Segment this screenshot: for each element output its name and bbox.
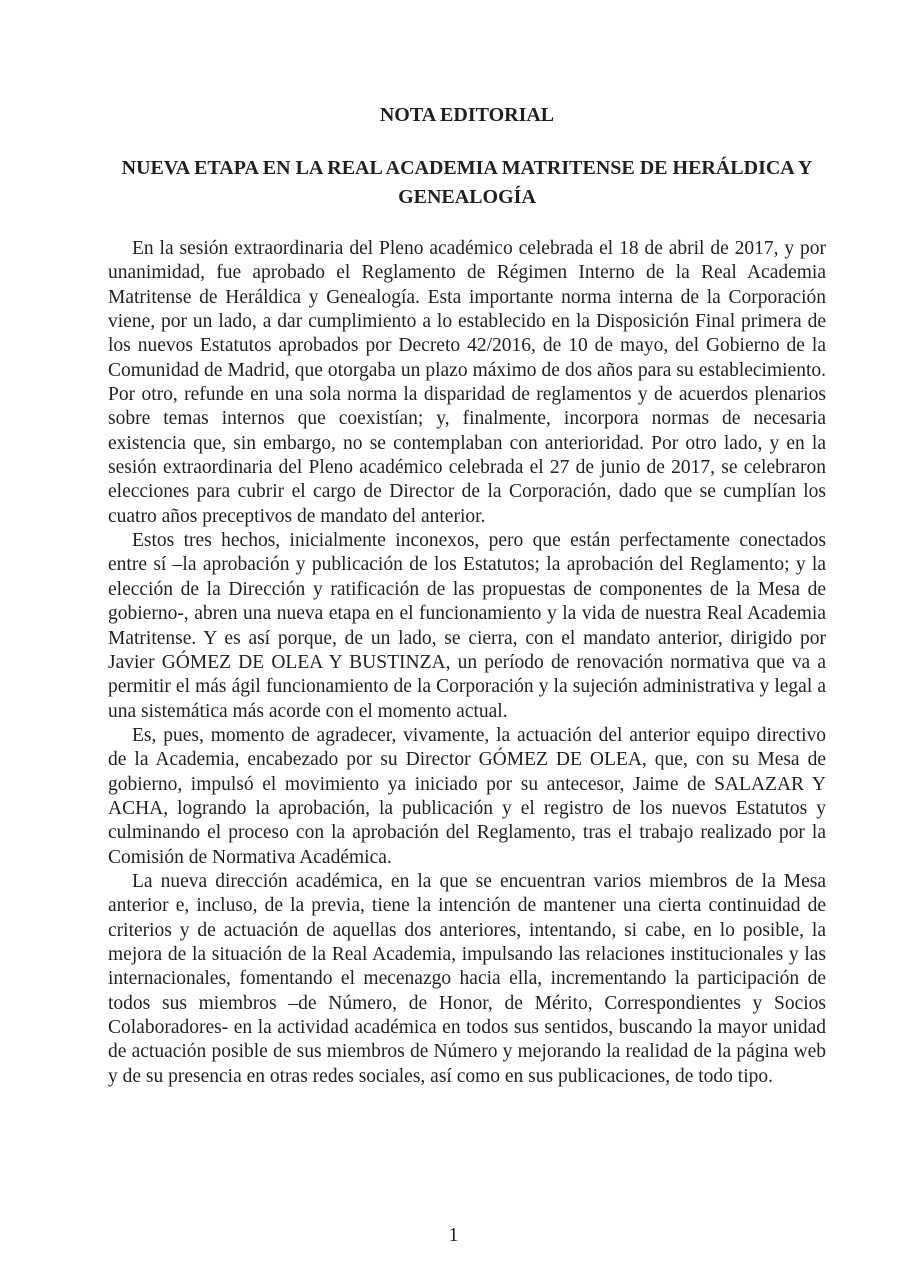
paragraph: Estos tres hechos, inicialmente inconexos, pero que están perfectamente conectados entre sí –la aprobación y publicación de los Estatutos; la aprobación del Reglamento; y la elección de la Dirección y ratificación de las propuestas de componentes de la Mesa de gobierno-, abren una nueva etapa en el funcionamiento y la vida de nuestra Real Academia Matritense. Y es así porque, de un lado, se cierra, con el mandato anterior, dirigido por Javier GÓMEZ DE OLEA Y BUSTINZA, un período de renovación normativa que va a permitir el más ágil funcionamiento de la Corporación y la sujeción administrativa y legal a una sistemática más acorde con el momento actual.: [108, 530, 826, 722]
paragraph: Es, pues, momento de agradecer, vivamente, la actuación del anterior equipo directivo de la Academia, encabezado por su Director GÓMEZ DE OLEA, que, con su Mesa de gobierno, impulsó el movimiento ya iniciado por su antecesor, Jaime de SALAZAR Y ACHA, logrando la aprobación, la publicación y el registro de los nuevos Estatutos y culminando el proceso con la aprobación del Reglamento, tras el trabajo realizado por la Comisión de Normativa Académica.: [108, 724, 826, 868]
editorial-label: NOTA EDITORIAL: [379, 104, 555, 126]
article-body: [108, 237, 826, 1089]
paragraph: La nueva dirección académica, en la que se encuentran varios miembros de la Mesa anterior e, incluso, de la previa, tiene la intención de mantener una cierta continuidad de criterios y de actuación de aquellas dos anteriores, intentando, si cabe, en lo posible, la mejora de la situación de la Real Academia, impulsando las relaciones institucionales y las internacionales, fomentando el mecenazgo hacia ella, incrementando la participación de todos sus miembros –de Número, de Honor, de Mérito, Correspondientes y Socios Colaboradores- en la actividad académica en todos sus sentidos, buscando la mayor unidad de actuación posible de sus miembros de Número y mejorando la realidad de la página web y de su presencia en otras redes sociales, así como en sus publicaciones, de todo tipo.: [108, 870, 826, 1087]
page-number: 1: [448, 1224, 459, 1246]
article-title: NUEVA ETAPA EN LA REAL ACADEMIA MATRITENSE DE HERÁLDICA Y GENEALOGÍA: [121, 157, 813, 208]
paragraph: En la sesión extraordinaria del Pleno académico celebrada el 18 de abril de 2017, y por unanimidad, fue aprobado el Reglamento de Régimen Interno de la Real Academia Matritense de Heráldica y Genealogía. Esta importante norma interna de la Corporación viene, por un lado, a dar cumplimiento a lo establecido en la Disposición Final primera de los nuevos Estatutos aprobados por Decreto 42/2016, de 10 de mayo, del Gobierno de la Comunidad de Madrid, que otorgaba un plazo máximo de dos años para su establecimiento. Por otro, refunde en una sola norma la disparidad de reglamentos y de acuerdos plenarios sobre temas internos que coexistían; y, finalmente, incorpora normas de necesaria existencia que, sin embargo, no se contemplaban con anterioridad. Por otro lado, y en la sesión extraordinaria del Pleno académico celebrada el 27 de junio de 2017, se celebraron elecciones para cubrir el cargo de Director de la Corporación, dado que se cumplían los cuatro años preceptivos de mandato del anterior.: [108, 238, 826, 527]
